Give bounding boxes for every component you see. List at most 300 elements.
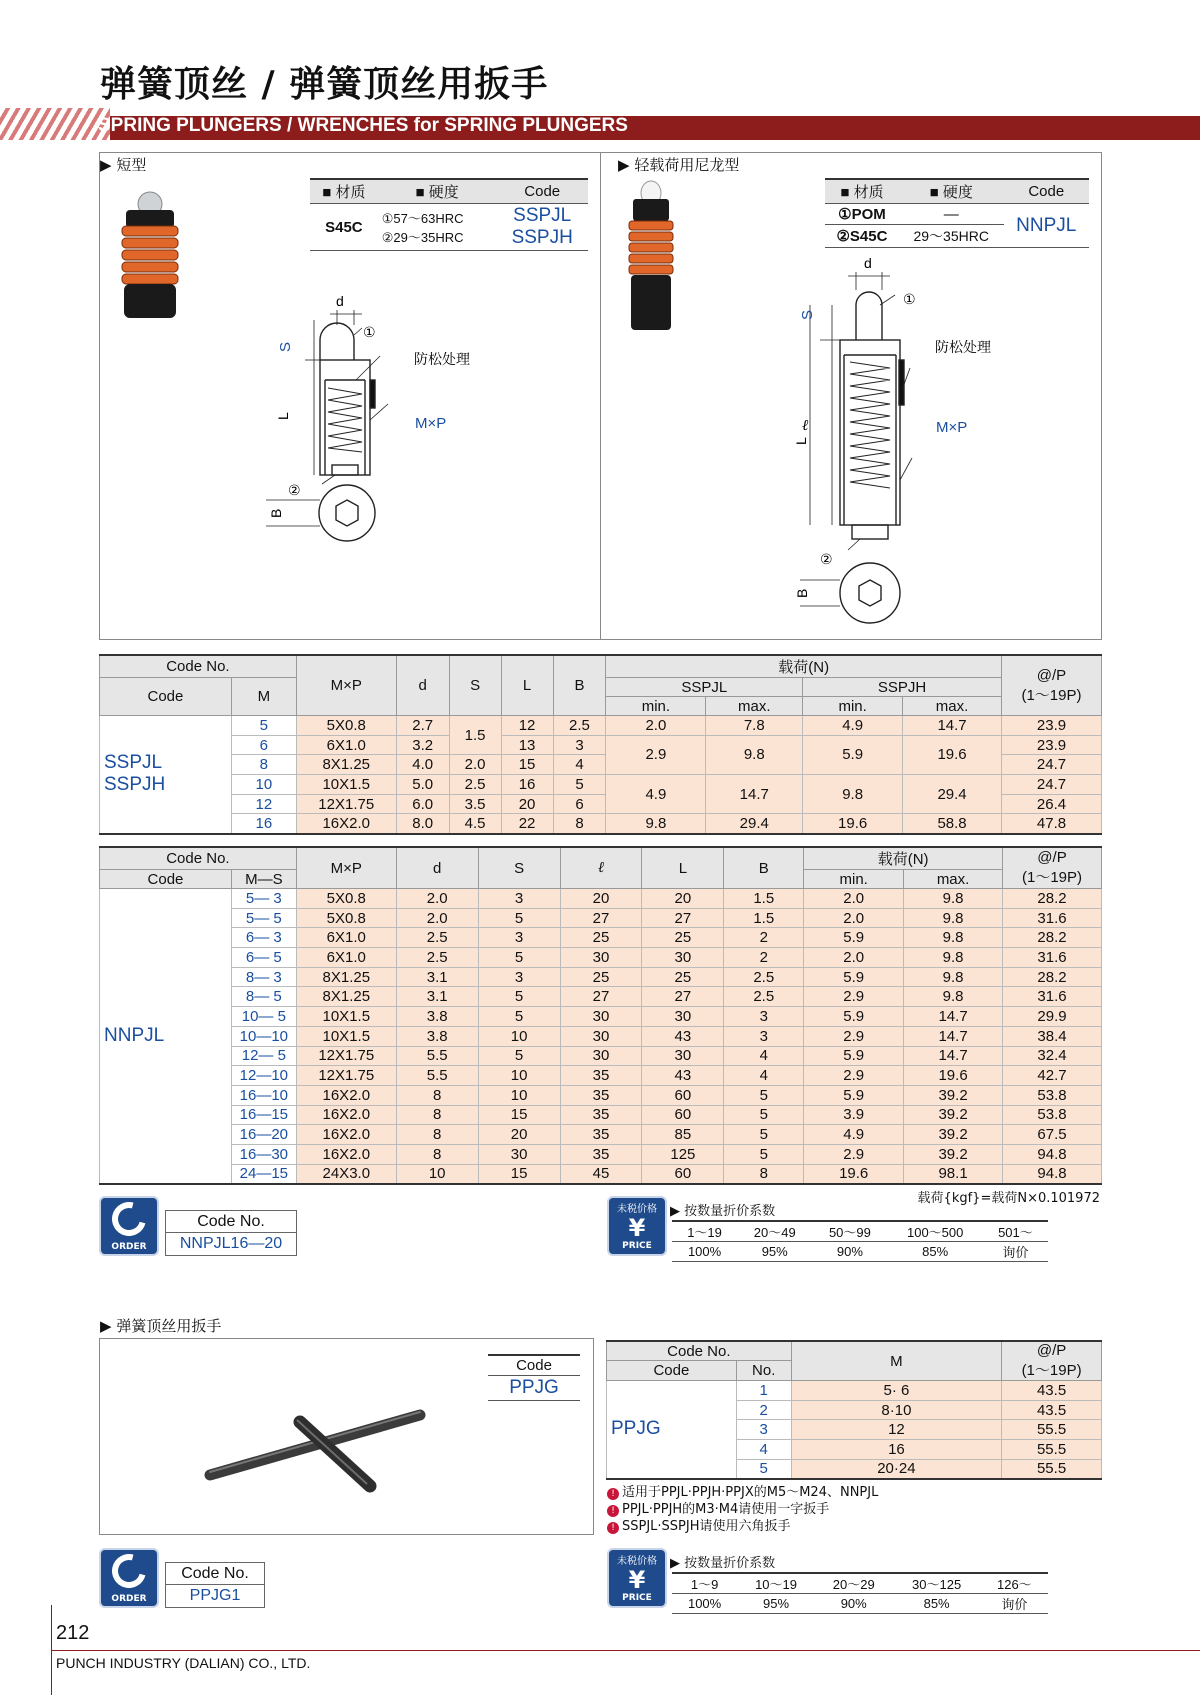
table-cell: 4.9	[803, 716, 903, 736]
table-cell: 8.0	[396, 814, 449, 834]
table-cell: 5.5	[396, 1066, 478, 1086]
table-cell: 55.5	[1002, 1459, 1102, 1479]
nylon-type-heading: ▶ 轻载荷用尼龙型	[618, 156, 740, 174]
table-cell: 8	[396, 1144, 478, 1164]
table-cell: 16	[501, 775, 553, 795]
table-cell: 5.9	[803, 735, 903, 774]
table-cell: 5— 5	[231, 908, 296, 928]
table-cell: 2.0	[396, 889, 478, 909]
table-cell: 询价	[981, 1594, 1048, 1614]
table-cell: 35	[560, 1125, 642, 1145]
table-cell: 3.8	[396, 1026, 478, 1046]
nylon-hardness-2: 29～35HRC	[899, 225, 1004, 248]
table-cell: 5X0.8	[296, 889, 396, 909]
table-cell: 8X1.25	[296, 987, 396, 1007]
page-number: 212	[56, 1622, 90, 1644]
table-cell: 4	[736, 1440, 791, 1460]
table-cell: 31.6	[1003, 908, 1102, 928]
table-cell: 1.5	[724, 908, 804, 928]
table-cell: 39.2	[904, 1125, 1003, 1145]
table-cell: 12	[791, 1420, 1001, 1440]
price-header: @/P (1～19P)	[1001, 655, 1101, 716]
table-row	[100, 1085, 1102, 1105]
table-cell: 2.0	[804, 908, 904, 928]
table-cell: 9.8	[904, 928, 1003, 948]
table-cell: 10— 5	[231, 1007, 296, 1027]
table-cell: 28.2	[1003, 967, 1102, 987]
table-row	[100, 1046, 1102, 1066]
nylon-callout-1: ①	[903, 292, 916, 308]
table-cell: 15	[478, 1105, 560, 1125]
table-cell: 1.5	[724, 889, 804, 909]
table-cell: 10	[231, 775, 296, 795]
table-cell: 3.1	[396, 987, 478, 1007]
table-cell: 8— 5	[231, 987, 296, 1007]
table-cell: 8	[396, 1125, 478, 1145]
nylon-material-header: ■ 材质	[825, 179, 899, 204]
table-cell: 30	[560, 1046, 642, 1066]
table-row	[100, 1007, 1102, 1027]
table-cell: 2.0	[804, 889, 904, 909]
table-cell: 6	[553, 794, 606, 814]
table-row	[100, 1164, 1102, 1184]
table-cell: 2.9	[606, 735, 706, 774]
table-cell: 2.9	[804, 987, 904, 1007]
table-row	[100, 1066, 1102, 1086]
price-icon: 未税价格 ¥ PRICE	[607, 1196, 667, 1256]
table-cell: 30	[642, 948, 724, 968]
table-cell: 5	[553, 775, 606, 795]
table-cell: 15	[478, 1164, 560, 1184]
table-cell: 10—10	[231, 1026, 296, 1046]
table-cell: 94.8	[1003, 1144, 1102, 1164]
table-cell: 9.8	[904, 908, 1003, 928]
table-cell: 5.9	[804, 1046, 904, 1066]
table-cell: 3	[478, 928, 560, 948]
table-cell: 5.9	[804, 967, 904, 987]
short-type-heading: ▶ 短型	[100, 156, 147, 174]
nylon-plunger-photo	[615, 175, 685, 335]
table-cell: 3.2	[396, 735, 449, 755]
table-row	[607, 1381, 1102, 1401]
table-cell: 30	[560, 1026, 642, 1046]
table-cell: 2.0	[396, 908, 478, 928]
table-cell: 67.5	[1003, 1125, 1102, 1145]
table-cell: 8	[553, 814, 606, 834]
wrench-photo	[200, 1390, 440, 1510]
table-cell: 4	[553, 755, 606, 775]
table-cell: 35	[560, 1066, 642, 1086]
table-cell: 5· 6	[791, 1381, 1001, 1401]
nylon-plunger-drawing	[760, 250, 1020, 635]
table-cell: 2.5	[724, 987, 804, 1007]
table-cell: 53.8	[1003, 1085, 1102, 1105]
table-cell: 25	[642, 967, 724, 987]
table-cell: 2	[724, 928, 804, 948]
table-cell: 16X2.0	[296, 1085, 396, 1105]
table-cell: 3.1	[396, 967, 478, 987]
table-cell: 30	[642, 1046, 724, 1066]
table-cell: 23.9	[1001, 735, 1101, 755]
page-subtitle: SPRING PLUNGERS / WRENCHES for SPRING PLUNGERS	[98, 115, 628, 136]
table-cell: 5	[478, 987, 560, 1007]
table-cell: 9.8	[904, 987, 1003, 1007]
table-cell: 3	[724, 1007, 804, 1027]
nylon-material-1: ①POM	[825, 204, 899, 225]
table-cell: 12	[231, 794, 296, 814]
table-cell: 7.8	[706, 716, 803, 736]
table-cell: 5.9	[804, 1007, 904, 1027]
nylon-mxp-label: M×P	[936, 419, 968, 436]
table-cell: 9.8	[904, 948, 1003, 968]
table-cell: 20	[560, 889, 642, 909]
table-cell: 3	[553, 735, 606, 755]
table-cell: 100～500	[888, 1221, 983, 1242]
table-cell: 14.7	[904, 1007, 1003, 1027]
table-cell: 5	[478, 1046, 560, 1066]
table-cell: 35	[560, 1144, 642, 1164]
nylon-hardness-1: —	[899, 204, 1004, 225]
table-cell: 27	[560, 987, 642, 1007]
table-cell: 10～19	[737, 1573, 815, 1594]
table-cell: 1～19	[672, 1221, 737, 1242]
table-cell: 2.5	[553, 716, 606, 736]
table-cell: 2.9	[804, 1066, 904, 1086]
wrench-notes: ! 适用于PPJL·PPJH·PPJX的M5～M24、NNPJL ! PPJL·PPJH的M3·M4请使用一字扳手 ! SSPJL·SSPJH请使用六角扳手	[607, 1484, 878, 1535]
table-cell: 6X1.0	[296, 928, 396, 948]
table-cell: 12	[501, 716, 553, 736]
table-cell: 2.0	[449, 755, 501, 775]
table-cell: 8	[396, 1105, 478, 1125]
table-cell: 3	[478, 967, 560, 987]
table-cell: NNPJL	[100, 889, 232, 1184]
table-cell: 16X2.0	[296, 1105, 396, 1125]
table-cell: 31.6	[1003, 987, 1102, 1007]
nnpjl-table: Code No. M×P d S ℓ L B 载荷(N) @/P (1～19P) Code M—S min. max. NNPJL 5— 3 5X0.8 2.0 3 20 20 1.5 2.0 9.8 28.2 5— 5 5X0.8 2.0 5 27 27 1.5 2.0 9.8 31.6 6— 3 6X1.0 2.5 3 25 25 2 5.9 9.8 28.2 6— 5 6X1.0 2.5 5 30 30 2 2.0 9.8 31.6 8— 3 8X1.25 3.1 3 25 25 2.5 5.9 9.8 28.2 8— 5 8X1.25 3.1 5 27 27 2.5 2.9 9.8 31.6 10— 5 10X1.5 3.8 5 30 30 3 5.9 14.7 29.9 10—10 10X1.5 3.8 10 30 43 3 2.9 14.7 38.4 12— 5 12X1.75 5.5 5 30 30 4 5.9 14.7 32.4 12—10 12X1.75 5.5 10 35 43 4 2.9 19.6 42.7 16—10 16X2.0 8 10 35 60 5 5.9 39.2 53.8 16—15 16X2.0 8 15 35 60 5 3.9 39.2 53.8 16—20 16X2.0 8 20 35 85 5 4.9 39.2 67.5 16—30 16X2.0 8 30 35 125 5 2.9 39.2 94.8 24—15 24X3.0 10 15 45 60 8 19.6 98.1 94.8	[99, 846, 1102, 1185]
table-cell: 95%	[737, 1594, 815, 1614]
footer-line	[52, 1650, 1200, 1651]
table-cell: 42.7	[1003, 1066, 1102, 1086]
wrench-heading: ▶ 弹簧顶丝用扳手	[100, 1317, 222, 1335]
table-cell: 29.4	[903, 775, 1002, 814]
table-cell: 9.8	[904, 889, 1003, 909]
short-spec-table	[310, 178, 588, 251]
table-cell: 20	[478, 1125, 560, 1145]
material-header: ■ 材质	[310, 179, 378, 204]
sspj-table: Code No. M×P d S L B 载荷(N) @/P (1～19P) Code M SSPJL SSPJH min. max. min. max. SSPJL SSPJH 5 5X0.8 2.7 1.5 12 2.5 2.0 7.8 4.9 14.7 23.9 6 6X1.0 3.2 13 3 2.9 9.8 5.9 19.6 23.9 8 8X1.25 4.0 2.0 15 4 24.7 10 10X1.5 5.0 2.5 16 5 4.9 14.7 9.8 29.4 24.7 12 12X1.75 6.0 3.5 20 6 26.4 16 16X2.0 8.0 4.5 22 8 9.8 29.4 19.6 58.8 47.8	[99, 654, 1102, 835]
table-cell: 27	[642, 908, 724, 928]
table-cell: 10X1.5	[296, 1007, 396, 1027]
table-cell: 8	[396, 1085, 478, 1105]
table-cell: 3	[724, 1026, 804, 1046]
price-icon-2: 未税价格 ¥ PRICE	[607, 1548, 667, 1608]
table-cell: 30～125	[893, 1573, 981, 1594]
page-title: 弹簧顶丝 / 弹簧顶丝用扳手	[100, 64, 549, 105]
table-cell: 23.9	[1001, 716, 1101, 736]
order-code-box-2: Code No. PPJG1	[165, 1562, 265, 1608]
table-cell: 43	[642, 1026, 724, 1046]
table-cell: 4.0	[396, 755, 449, 775]
nylon-dim-b-label: B	[794, 588, 810, 598]
nylon-anti-loose-label: 防松处理	[935, 340, 991, 356]
table-cell: 3	[736, 1420, 791, 1440]
order-icon: ORDER	[99, 1196, 159, 1256]
table-row	[100, 1105, 1102, 1125]
dim-b-label: B	[268, 508, 284, 518]
table-cell: 31.6	[1003, 948, 1102, 968]
table-cell: 24X3.0	[296, 1164, 396, 1184]
table-cell: 94.8	[1003, 1164, 1102, 1184]
table-cell: 24.7	[1001, 775, 1101, 795]
table-cell: 9.8	[606, 814, 706, 834]
nylon-code-header: Code	[1004, 179, 1089, 204]
table-cell: 125	[642, 1144, 724, 1164]
table-cell: 85%	[888, 1242, 983, 1262]
table-cell: 22	[501, 814, 553, 834]
table-cell: 19.6	[804, 1164, 904, 1184]
table-row	[100, 1026, 1102, 1046]
order-code-value-2[interactable]: PPJG1	[189, 1587, 241, 1604]
table-cell: 16X2.0	[296, 1125, 396, 1145]
table-row	[100, 735, 1102, 755]
table-cell: 47.8	[1001, 814, 1101, 834]
table-cell: 13	[501, 735, 553, 755]
table-cell: 3	[478, 889, 560, 909]
table-cell: 5X0.8	[296, 908, 396, 928]
info-icon: !	[607, 1522, 619, 1534]
table-cell: 6— 5	[231, 948, 296, 968]
table-cell: 126～	[981, 1573, 1048, 1594]
table-cell: 24.7	[1001, 755, 1101, 775]
table-cell: 25	[560, 928, 642, 948]
table-cell: 26.4	[1001, 794, 1101, 814]
table-cell: 30	[560, 948, 642, 968]
table-cell: 35	[560, 1105, 642, 1125]
table-cell: 5	[478, 948, 560, 968]
table-cell: 询价	[983, 1242, 1048, 1262]
table-row	[100, 1125, 1102, 1145]
table-cell: 60	[642, 1105, 724, 1125]
table-cell: 12X1.75	[296, 1046, 396, 1066]
table-cell: 501～	[983, 1221, 1048, 1242]
table-cell: 5	[724, 1144, 804, 1164]
table-cell: 35	[560, 1085, 642, 1105]
table-cell: 98.1	[904, 1164, 1003, 1184]
table-cell: 8X1.25	[296, 755, 396, 775]
table-cell: 43.5	[1002, 1400, 1102, 1420]
product-box-divider	[600, 152, 601, 640]
table-cell: SSPJL SSPJH	[100, 716, 232, 834]
table-cell: 6X1.0	[296, 948, 396, 968]
table-cell: 19.6	[803, 814, 903, 834]
table-cell: 15	[501, 755, 553, 775]
wrench-code-table: Code PPJG	[488, 1354, 580, 1401]
nylon-dim-l-label: L	[793, 437, 809, 445]
info-icon: !	[607, 1505, 619, 1517]
table-cell: 27	[560, 908, 642, 928]
table-cell: 16—30	[231, 1144, 296, 1164]
table-cell: 30	[642, 1007, 724, 1027]
table-cell: 5	[231, 716, 296, 736]
table-cell: 20	[642, 889, 724, 909]
table-cell: 4.9	[804, 1125, 904, 1145]
table-cell: 32.4	[1003, 1046, 1102, 1066]
table-cell: PPJG	[607, 1381, 737, 1479]
hardness-header: ■ 硬度	[378, 179, 497, 204]
table-row	[100, 716, 1102, 736]
company-name: PUNCH INDUSTRY (DALIAN) CO., LTD.	[56, 1655, 311, 1671]
code-header: Code	[496, 179, 588, 204]
table-cell: 14.7	[706, 775, 803, 814]
table-cell: 100%	[672, 1594, 737, 1614]
table-cell: 38.4	[1003, 1026, 1102, 1046]
nylon-hardness-header: ■ 硬度	[899, 179, 1004, 204]
table-cell: 5.9	[804, 1085, 904, 1105]
table-cell: 2.5	[396, 948, 478, 968]
table-cell: 19.6	[903, 735, 1002, 774]
table-cell: 14.7	[904, 1046, 1003, 1066]
table-cell: 39.2	[904, 1105, 1003, 1125]
table-row	[100, 928, 1102, 948]
nylon-callout-2: ②	[820, 552, 833, 568]
table-cell: 9.8	[803, 775, 903, 814]
short-plunger-photo	[110, 180, 190, 325]
table-cell: 58.8	[903, 814, 1002, 834]
table-cell: 5	[724, 1085, 804, 1105]
table-cell: 4	[724, 1046, 804, 1066]
table-cell: 2.0	[804, 948, 904, 968]
table-cell: 1.5	[449, 716, 501, 755]
table-cell: 10X1.5	[296, 1026, 396, 1046]
dim-s-label: S	[277, 341, 294, 352]
info-icon: !	[607, 1488, 619, 1500]
table-cell: 43.5	[1002, 1381, 1102, 1401]
mxp-label: M×P	[415, 415, 447, 432]
table-cell: 8·10	[791, 1400, 1001, 1420]
load-conversion-note: 载荷{kgf}=载荷N×0.101972	[917, 1191, 1100, 1206]
table-cell: 8X1.25	[296, 967, 396, 987]
discount-table-2	[672, 1572, 1048, 1614]
table-cell: 6.0	[396, 794, 449, 814]
table-cell: 95%	[737, 1242, 812, 1262]
table-cell: 19.6	[904, 1066, 1003, 1086]
table-cell: 12X1.75	[296, 1066, 396, 1086]
nylon-dim-ell-label: ℓ	[802, 418, 809, 434]
order-code-box: Code No. NNPJL16—20	[165, 1210, 297, 1256]
table-cell: 25	[560, 967, 642, 987]
table-cell: 16—15	[231, 1105, 296, 1125]
table-cell: 43	[642, 1066, 724, 1086]
table-cell: 16—20	[231, 1125, 296, 1145]
table-cell: 60	[642, 1085, 724, 1105]
table-cell: 20～29	[815, 1573, 893, 1594]
table-cell: 30	[478, 1144, 560, 1164]
table-cell: 100%	[672, 1242, 737, 1262]
table-cell: 4.9	[606, 775, 706, 814]
table-cell: 2.0	[606, 716, 706, 736]
table-cell: 39.2	[904, 1085, 1003, 1105]
table-cell: 90%	[815, 1594, 893, 1614]
table-cell: 16	[791, 1440, 1001, 1460]
table-cell: 5X0.8	[296, 716, 396, 736]
discount-table	[672, 1220, 1048, 1262]
table-row	[100, 889, 1102, 909]
table-cell: 20·24	[791, 1459, 1001, 1479]
table-cell: 12X1.75	[296, 794, 396, 814]
table-cell: 2.5	[724, 967, 804, 987]
table-cell: 10X1.5	[296, 775, 396, 795]
ppjg-table: Code No. M @/P (1～19P) Code No. PPJG 1 5· 6 43.5 2 8·10 43.5 3 12 55.5 4 16 55.5 5 20·24 55.5	[606, 1340, 1102, 1480]
table-cell: 27	[642, 987, 724, 1007]
table-cell: 16X2.0	[296, 814, 396, 834]
table-cell: 12— 5	[231, 1046, 296, 1066]
table-cell: 2.5	[396, 928, 478, 948]
table-cell: 55.5	[1002, 1420, 1102, 1440]
hardness-value: ①57～63HRC ②29～35HRC	[378, 204, 497, 251]
table-cell: 16—10	[231, 1085, 296, 1105]
table-cell: 5.9	[804, 928, 904, 948]
table-cell: 30	[560, 1007, 642, 1027]
table-cell: 6	[231, 735, 296, 755]
title-band-stripes	[0, 108, 110, 140]
table-cell: 10	[396, 1164, 478, 1184]
table-cell: 5	[724, 1125, 804, 1145]
table-cell: 10	[478, 1085, 560, 1105]
material-value: S45C	[310, 204, 378, 251]
table-cell: 5	[736, 1459, 791, 1479]
table-cell: 2.7	[396, 716, 449, 736]
discount-heading: ▶ 按数量折价系数	[670, 1204, 776, 1219]
table-cell: 4.5	[449, 814, 501, 834]
table-cell: 12—10	[231, 1066, 296, 1086]
anti-loose-label: 防松处理	[414, 352, 470, 368]
table-row	[100, 948, 1102, 968]
table-cell: 60	[642, 1164, 724, 1184]
table-cell: 2	[736, 1400, 791, 1420]
nylon-code-value: NNPJL	[1004, 204, 1089, 248]
table-row	[100, 908, 1102, 928]
order-icon-2: ORDER	[99, 1548, 159, 1608]
table-cell: 2	[724, 948, 804, 968]
code-value: SSPJL SSPJH	[496, 204, 588, 251]
table-cell: 14.7	[903, 716, 1002, 736]
table-cell: 20～49	[737, 1221, 812, 1242]
order-code-value[interactable]: NNPJL16—20	[179, 1235, 283, 1252]
table-cell: 3.8	[396, 1007, 478, 1027]
table-cell: 85	[642, 1125, 724, 1145]
table-cell: 9.8	[706, 735, 803, 774]
table-cell: 9.8	[904, 967, 1003, 987]
table-cell: 50～99	[812, 1221, 887, 1242]
table-cell: 6— 3	[231, 928, 296, 948]
table-cell: 5	[478, 908, 560, 928]
table-cell: 5.5	[396, 1046, 478, 1066]
table-cell: 29.9	[1003, 1007, 1102, 1027]
table-cell: 2.9	[804, 1026, 904, 1046]
table-cell: 8	[231, 755, 296, 775]
table-cell: 1	[736, 1381, 791, 1401]
discount-heading-2: ▶ 按数量折价系数	[670, 1556, 776, 1571]
table-cell: 39.2	[904, 1144, 1003, 1164]
dim-d-label: d	[336, 293, 344, 309]
table-cell: 5.0	[396, 775, 449, 795]
table-cell: 5	[478, 1007, 560, 1027]
table-cell: 3.5	[449, 794, 501, 814]
nylon-material-2: ②S45C	[825, 225, 899, 248]
table-row	[100, 775, 1102, 795]
table-row	[100, 1144, 1102, 1164]
nylon-spec-table	[825, 178, 1089, 248]
